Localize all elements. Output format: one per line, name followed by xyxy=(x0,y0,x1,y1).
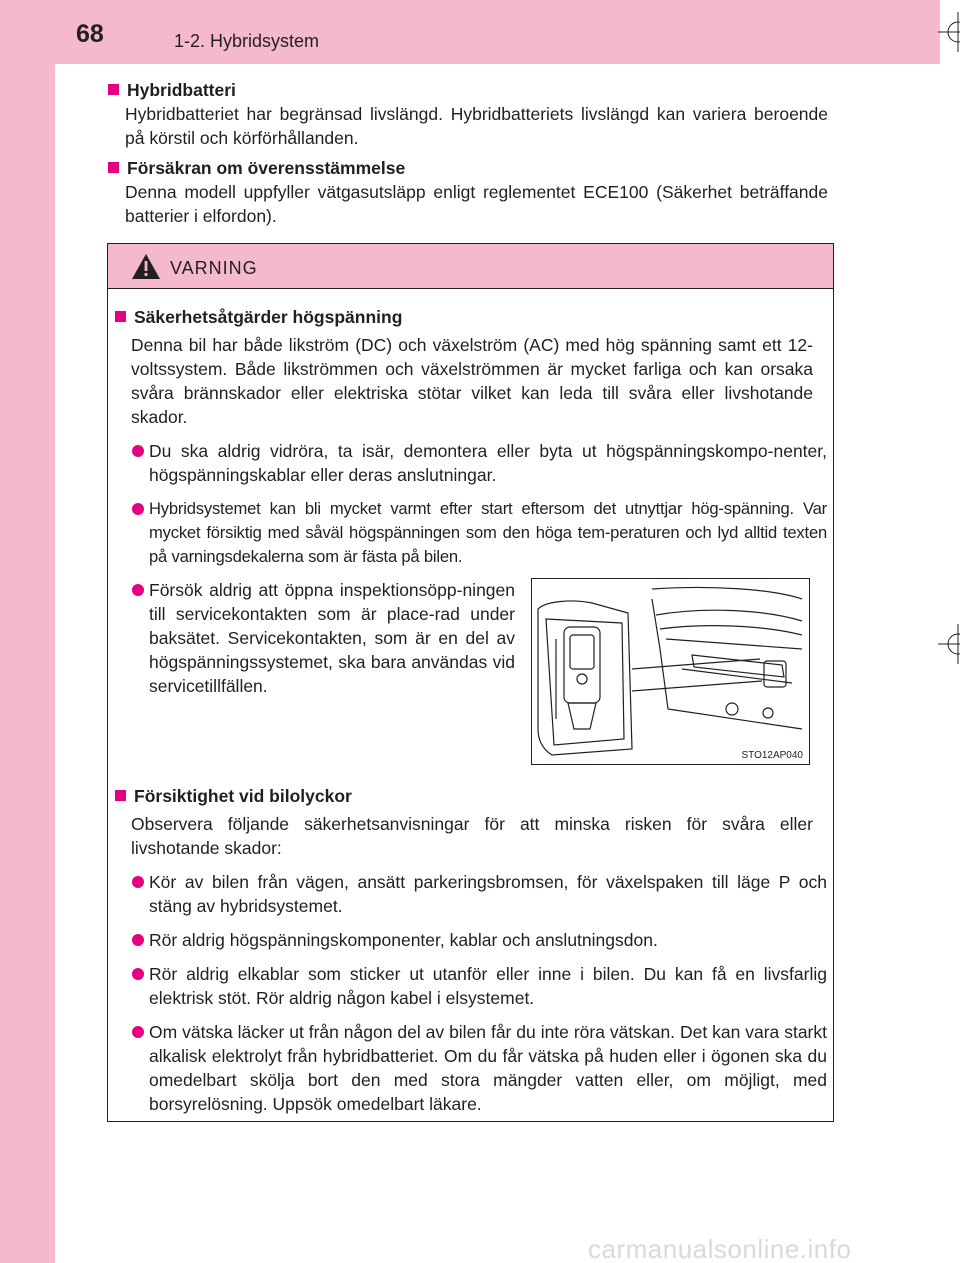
warning-section-high-voltage xyxy=(115,305,827,569)
watermark: carmanualsonline.info xyxy=(588,1234,852,1263)
square-bullet-icon xyxy=(108,162,119,173)
round-bullet-icon xyxy=(132,968,144,980)
round-bullet-icon xyxy=(132,445,144,457)
list-item: Rör aldrig högspänningskomponenter, kablar och anslutningsdon. xyxy=(115,928,827,952)
warning-title: VARNING xyxy=(170,258,258,278)
list-item: Kör av bilen från vägen, ansätt parkeringsbromsen, för växelspaken till läge P och stäng av hybridsystemet. xyxy=(115,870,827,918)
intro-heading: Försäkran om överensstämmelse xyxy=(108,156,828,180)
list-item: Hybridsystemet kan bli mycket varmt efter start eftersom det utnyttjar hög-spänning. Var mycket försiktig med såväl högspänningen som den höga tem-peraturen och lyd alltid texten på varningsdekalerna som är fästa på bilen. xyxy=(115,497,827,569)
round-bullet-icon xyxy=(132,1026,144,1038)
side-strip xyxy=(0,0,55,1263)
intro-section-conformity xyxy=(108,156,828,228)
round-bullet-icon xyxy=(132,584,144,596)
square-bullet-icon xyxy=(115,311,126,322)
square-bullet-icon xyxy=(115,790,126,801)
warning-heading: Försiktighet vid bilolyckor xyxy=(115,784,827,808)
list-item: Du ska aldrig vidröra, ta isär, demontera eller byta ut högspänningskompo-nenter, högspänningskablar eller deras anslutningar. xyxy=(115,439,827,487)
round-bullet-icon xyxy=(132,503,144,515)
intro-section-hybridbatteri xyxy=(108,78,828,150)
warning-text: Denna bil har både likström (DC) och växelström (AC) med hög spänning samt ett 12-voltssystem. Både likströmmen och växelströmmen är mycket farliga och kan orsaka svåra brännskador eller elektriska stötar vilket kan leda till svåra eller livshotande skador. xyxy=(131,335,813,427)
warning-heading: Säkerhetsåtgärder högspänning xyxy=(115,305,827,329)
warning-section-accident xyxy=(115,784,827,1116)
intro-text: Hybridbatteriet har begränsad livslängd. Hybridbatteriets livslängd kan variera beroende på körstil och körförhållanden. xyxy=(125,104,828,148)
warning-header xyxy=(108,244,833,289)
rear-seat-illustration xyxy=(532,579,809,764)
image-code: STO12AP040 xyxy=(741,750,803,761)
section-title: 1-2. Hybridsystem xyxy=(174,31,320,51)
list-item: Rör aldrig elkablar som sticker ut utanför eller inne i bilen. Du kan få en livsfarlig elektrisk stöt. Rör aldrig någon kabel i elsystemet. xyxy=(115,962,827,1010)
registration-mark-icon xyxy=(938,12,960,52)
warning-box xyxy=(107,243,834,1122)
list-item: Om vätska läcker ut från någon del av bilen får du inte röra vätskan. Det kan vara starkt alkalisk elektrolyt från hybridbatteriet. Om du får vätska på huden eller i ögonen ska du omedelbart skölja bort den med stora mängder vatten eller, om möjligt, med borsyrelösning. Uppsök omedelbart läkare. xyxy=(115,1020,827,1116)
service-plug-illustration xyxy=(531,578,810,765)
warning-service-plug-note xyxy=(115,578,515,698)
round-bullet-icon xyxy=(132,876,144,888)
page-number: 68 xyxy=(76,20,104,48)
list-item: Försök aldrig att öppna inspektionsöpp-ningen till servicekontakten som är place-rad under baksätet. Servicekontakten, som är en del av högspänningssystemet, ska bara användas vid servicetillfällen. xyxy=(115,578,515,698)
warning-triangle-icon xyxy=(131,253,161,280)
header-band xyxy=(0,0,940,64)
round-bullet-icon xyxy=(132,934,144,946)
intro-text: Denna modell uppfyller vätgasutsläpp enligt reglementet ECE100 (Säkerhet beträffande batterier i elfordon). xyxy=(125,182,828,226)
warning-text: Observera följande säkerhetsanvisningar för att minska risken för svåra eller livshotande skador: xyxy=(131,814,813,858)
intro-heading: Hybridbatteri xyxy=(108,78,828,102)
registration-mark-icon xyxy=(938,624,960,664)
square-bullet-icon xyxy=(108,84,119,95)
